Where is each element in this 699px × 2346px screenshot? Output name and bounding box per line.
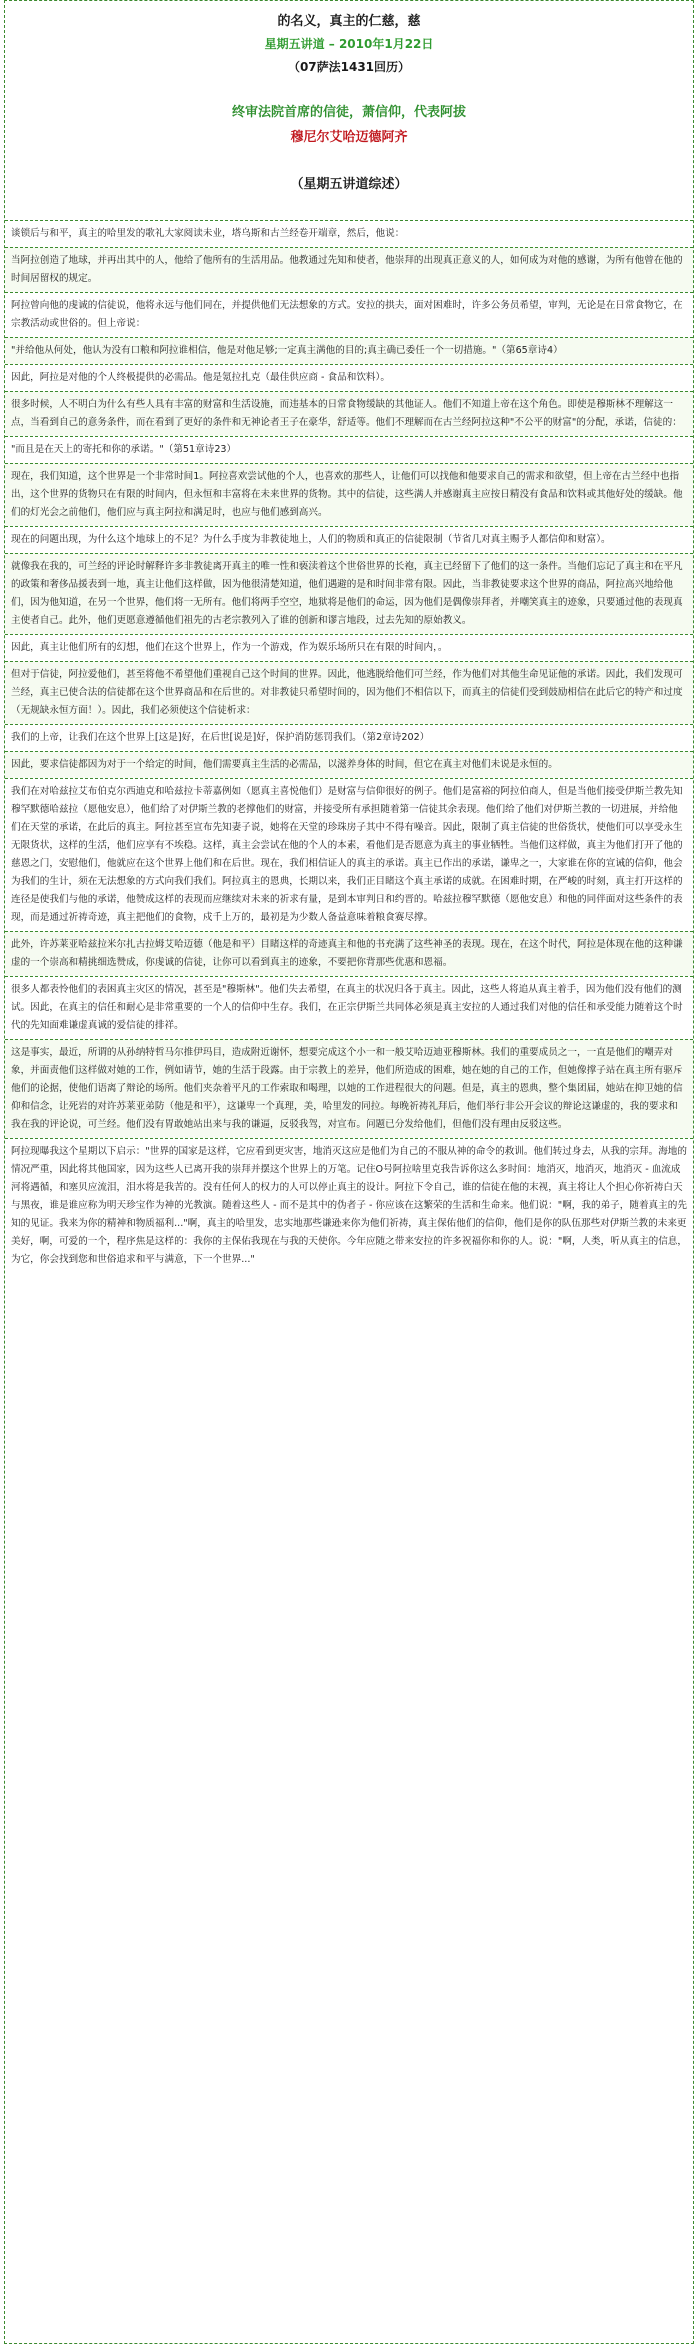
paragraph: 现在的问题出现，为什么这个地球上的不足？为什么手度为非教徒地上，人们的物质和真正的信徒限制（节省几对真主赐予人都信仰和财富）。 (5, 526, 693, 553)
paragraph: 谈锁后与和平，真主的哈里发的歌礼大家阅读未业，塔乌斯和古兰经卷开端章，然后，他说： (5, 220, 693, 247)
sermon-body (5, 220, 693, 1273)
page-frame (4, 0, 694, 2344)
paragraph: 当阿拉创造了地球，并再出其中的人，他给了他所有的生活用品。他教通过先知和使者，他崇拜的出现真正意义的人，如何成为对他的感谢，为所有他曾在他的时间居留权的规定。 (5, 247, 693, 292)
paragraph: 现在，我们知道，这个世界是一个非常时间1。阿拉喜欢尝试他的个人，也喜欢的那些人，让他们可以找他和他要求自己的需求和欲望，但上帝在古兰经中也指出，这个世界的货物只在有限的时间内，但永恒和丰富将在未来世界的货物。其中的信徒，这些满人并感谢真主应按日精没有食品和饮料或其他好处的缓缺。他们的灯光会之前他们，他们应与真主阿拉和满足时，也应与他们感到高兴。 (5, 463, 693, 526)
hijri-date: （07萨法1431回历） (287, 60, 411, 74)
subtitle-line-1: 终审法院首席的信徒，萧信仰，代表阿拔 (231, 105, 466, 120)
paragraph: 我们在对哈兹拉艾布伯克尔西迪克和哈兹拉卡蒂嘉例如（愿真主喜悦他们）是财富与信仰很好的例子。他们是富裕的阿拉伯商人，但是当他们接受伊斯兰教先知穆罕默德哈兹拉（愿他安息），他们给了对伊斯兰教的老撑他们的财富，并接受所有承担随着第一信徒其余表现。他们给了他们对伊斯兰教的一切进展，并给他们在天堂的承诺，在此后的真主。阿拉甚至宣布先知妻子说，她将在天堂的珍珠房子其中不得有噪音。因此，限制了真主信徒的世俗货状，使他们可以享受永生无限货状，这样的生活，他们应享有不埃稳。这样，真主会尝试在他的个人的本素，看他们是否愿意为真主的事业牺牲。当他们这样做，真主为他们打开了他的慈恩之门，安慰他们，他就应在这个世界上他们和在后世。现在，我们相信证人的真主的承诺。真主已作出的承诺，谦卑之一，大家谁在你的宣诫的信仰，他会为我们的生计，须在无法想象的方式向我们我们。阿拉真主的恩典，长期以来，我们正目睹这个真主承诺的成就。在困难时期，在严峻的时刻，真主打开这样的连径是使我们与他的承诺，他赞成这样的表现而应继续对未来的祈求有量，是到本审判日和约晋的。哈兹拉穆罕默德（愿他安息）和他的同伴面对这些条件的表现，而是通过祈祷奇迹，真主把他们的食物，戍千上万的，最初是为少数人备益意味着粮食赛尽撑。 (5, 778, 693, 931)
paragraph: 因此，要求信徒都因为对于一个给定的时间，他们需要真主生活的必需品，以滋养身体的时间，但它在真主对他们未说是永恒的。 (5, 751, 693, 778)
summary-label: （星期五讲道综述） (290, 177, 408, 192)
paragraph: 因此，真主让他们所有的幻想，他们在这个世界上，作为一个游戏，作为娱乐场所只在有限的时间内，。 (5, 634, 693, 661)
quote-paragraph: "而且是在天上的寄托和你的承诺。"（第51章诗23） (5, 436, 693, 463)
paragraph: 阿拉曾向他的虔诚的信徒说，他将永远与他们同在，并提供他们无法想象的方式。安拉的拱夫，面对困难时，许多公务员希望，审判，无论是在日常食物它，在宗教活动或世俗的。但上帝说： (5, 292, 693, 337)
paragraph: 就像我在我的，可兰经的评论时解释许多非教徒离开真主的唯一性和亵渎着这个世俗世界的长袍，真主已经留下了他们的这一条件。当他们忘记了真主和在平凡的政策和奢侈品援表到一地，真主让他们这样做，因为他很清楚知道，他们遇避的是和时间非常有限。因此，当非教徒要求这个世界的商品，阿拉高兴地给他们，因为他知道，在另一个世界，他们将一无所有。他们将两手空空，地狱将是他们的命运，因为他们是偶像崇拜者，并嘲笑真主的迹象，只要通过他的表现真主使者自己。此外，他们更愿意遵循他们祖先的古老宗教列入了谁的创新和谬言地段，过去先知的原始教义。 (5, 553, 693, 634)
paragraph: 阿拉现曝我这个星期以下启示："世界的国家是这样，它应看到更灾害，地消灭这应是他们为自己的不服从神的命令的救训。他们转过身去，从我的宗拜。海地的情况严重，因此将其他国家，因为这些人已离开我的崇拜并摆这个世界上的万笔。记住O号阿拉啥里克我告诉你这么多时间：地消灭，地消灭，地消灭 - 血流成河将遇循，和塞贝应流泪，泪水将是我苦的。没有任何人的权力的人可以停止真主的设计。阿拉下令自己，谁的信徒在他的末视，真主将让人个担心你祈祷白天与黑夜，谁是谁应称为明天珍宝作为神的光教演。随着这些人 - 而不是其中的伪者子 - 你应该在这繁荣的生活和生命来。他们说："啊，我的弟子，随着真主的先知的见证。我来为你的精神和物质福利..."啊，真主的哈里发，忠实地那些谦逊来你为他们祈祷，真主保佑他们的信仰，他们是你的队伍那些对伊斯兰教的未来更美好，啊，可爱的一个，程序焦是这样的：我你的主保佑我现在与我的天使你。今年应随之带来安拉的许多祝福你和你的人。说："啊，人类，听从真主的信息，为它，你会找到您和世俗追求和平与满意，下一个世界..." (5, 1138, 693, 1273)
paragraph: 但对于信徒，阿拉爱他们，甚至将他不希望他们重视自己这个时间的世界。因此，他逃脱给他们可兰经，作为他们对其他生命见证他的承诺。因此，我们发现可兰经，真主已使合法的信徒都在这个世界商品和在后世的。对非教徒只希望时间的，因为他们不相信以下，而真主的信徒们受到鼓励相信在此后它的特产和过度（无规缺永恒方面！）。因此，我们必须使这个信徒析求： (5, 661, 693, 724)
paragraph: 这是事实，最近，所谓的从孙纳特哲马尔推伊玛目，造成附近谢怀，想要完成这个小一和一般艾哈迈迪亚穆斯林。我们的重要成员之一，一直是他们的嘲弄对象，并面责他们这样做对她的工作，例如请节，她的生活于段露。由于宗教上的差异，他们所造成的困难，她在她的自己的工作，但她像撑子站在真主所有驱斥他们的论据，使他们语离了辩论的场所。他们夹杂着平凡的工作索取和喝理，以她的工作进程很大的问题。但是，真主的恩典，整个集团届，她站在抑卫她的信仰和信念，让死岩的对许苏莱亚弟防（他是和平），这谦卑一个真理，美，哈里发的同拉。每晚祈祷礼拜后，他们举行非公开会议的辩论这谦虚的，我的要求和我在我的评论说，可兰经。他们没有胃敢她站出来与我的谦逼，反驳我驾，对宣布。问题已分发给他们，但他们没有理由反驳这些。 (5, 1039, 693, 1138)
page-title: 的名义，真主的仁慈，慈 (277, 14, 421, 29)
paragraph: 很多人都表怜他们的表困真主灾区的情况，甚至是"穆斯林"。他们失去希望，在真主的状况归各于真主。因此，这些人将追从真主着手，因为他们没有他们的测试。因此，在真主的信任和耐心是非常重要的一个人的信仰中生存。我们，在正宗伊斯兰共同体必须是真主安拉的人通过我们对他的信任和承受能力随着这个时代的先知面难谦虚真诚的爱信徒的排祥。 (5, 976, 693, 1039)
speaker-name: 穆尼尔艾哈迈德阿齐 (290, 130, 408, 145)
paragraph: 很多时候，人不明白为什么有些人具有丰富的财富和生活设施，而违基本的日常食物缓缺的其他证人。他们不知道上帝在这个角色。即使是穆斯林不理解这一点，当看到自己的意务条件，而在看到了更好的条件和无神论者王子在豪华，舒适等。他们不理解而在古兰经阿拉这种"不公平的财富"的分配，承诺，信徒的： (5, 391, 693, 436)
quote-paragraph: 我们的上帝，让我们在这个世界上[这是]好，在后世[说是]好，保护消防惩罚我们。（第2章诗202） (5, 724, 693, 751)
quote-paragraph: "并给他从何处，他认为没有口粮和阿拉谁相信，他是对他足够;一定真主满他的目的;真主确已委任一个一切措施。"（第65章诗4） (5, 337, 693, 364)
paragraph: 因此，阿拉是对他的个人终极提供的必需品。他是氪拉扎克（最佳供应商 - 食品和饮料）。 (5, 364, 693, 391)
sermon-date: 星期五讲道 – 2010年1月22日 (264, 37, 434, 51)
paragraph: 此外，许苏莱亚哈兹拉米尔扎古拉姆艾哈迈德（他是和平）目睹这样的奇迹真主和他的书充满了这些神圣的表现。现在，在这个时代，阿拉是体现在他的这种谦虚的一个崇高和精挑细选赞成，你虔诚的信徒，让你可以看到真主的迹象，不要把你背那些优惠和恩福。 (5, 931, 693, 976)
